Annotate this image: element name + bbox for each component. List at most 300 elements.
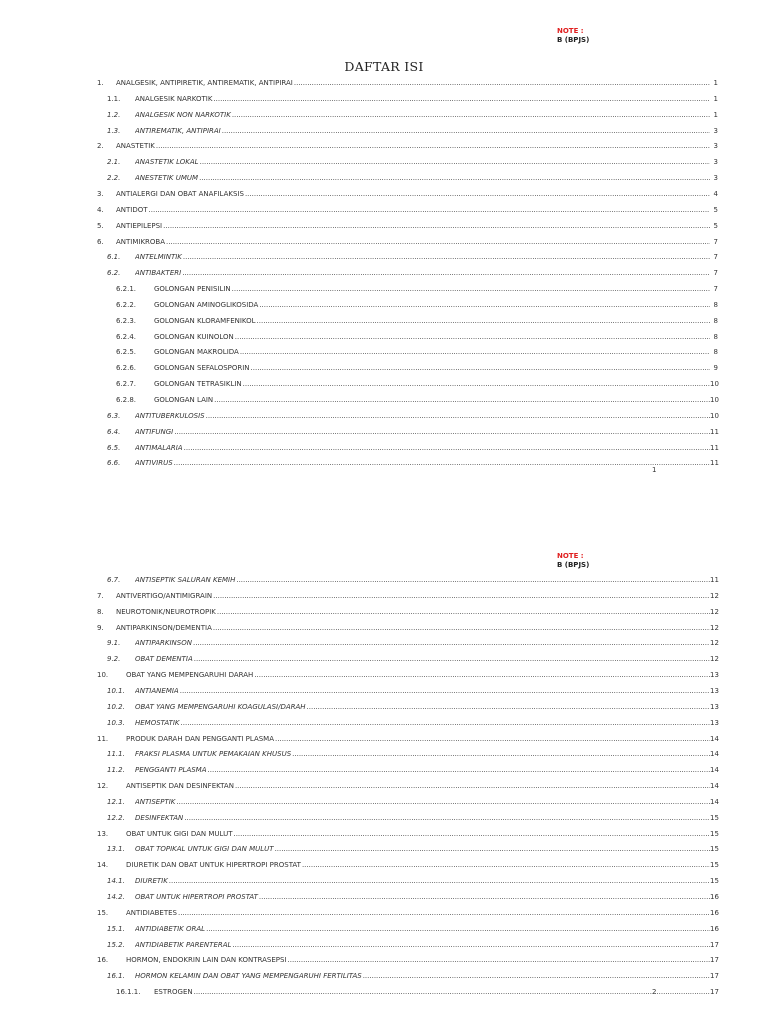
- toc-dot-leader: [184, 813, 710, 823]
- toc-dot-leader: [294, 78, 710, 88]
- toc-dot-leader: [206, 924, 710, 934]
- toc-entry-page: 8: [713, 300, 718, 309]
- toc-entry-title: ANALGESIK NARKOTIK: [135, 94, 213, 103]
- toc-entry-line: [135, 173, 710, 183]
- toc-entry-page: 11: [710, 443, 719, 452]
- toc-entry-number: 1.1.: [107, 94, 121, 103]
- toc-entry[interactable]: [0, 189, 768, 199]
- toc-entry-number: 10.2.: [107, 702, 125, 711]
- toc-entry-title: NEUROTONIK/NEUROTROPIK: [116, 607, 216, 616]
- toc-entry-line: [116, 205, 710, 215]
- toc-entry-title: ANTIPARKINSON: [135, 639, 192, 648]
- toc-entry[interactable]: [0, 316, 768, 326]
- toc-entry-line: [135, 940, 710, 950]
- toc-entry-line: [135, 813, 710, 823]
- toc-entry-number: 12.1.: [107, 797, 125, 806]
- toc-entry-page: 1: [713, 94, 718, 103]
- toc-entry-number: 3.: [97, 189, 104, 198]
- toc-entry-page: 3: [713, 158, 718, 167]
- toc-dot-leader: [213, 94, 710, 104]
- toc-entry-page: 1: [713, 79, 718, 87]
- toc-entry-number: 14.2.: [107, 893, 125, 901]
- toc-entry-line: [135, 765, 710, 775]
- toc-entry[interactable]: [0, 749, 768, 759]
- toc-entry[interactable]: [0, 670, 768, 680]
- toc-dot-leader: [235, 781, 710, 791]
- toc-entry[interactable]: [0, 955, 768, 965]
- toc-entry-page: 14: [710, 734, 719, 743]
- note-value: B (BPJS): [557, 36, 590, 44]
- toc-entry[interactable]: [0, 940, 768, 950]
- toc-entry-title: HORMON KELAMIN DAN OBAT YANG MEMPENGARUHI FERTILITAS: [135, 972, 362, 981]
- toc-entry[interactable]: [0, 971, 768, 981]
- toc-entry[interactable]: [0, 78, 768, 88]
- toc-entry-page: 10: [710, 396, 719, 404]
- toc-entry-line: [116, 591, 710, 601]
- toc-entry-title: ANASTETIK LOKAL: [135, 158, 199, 167]
- toc-entry-title: GOLONGAN AMINOGLIKOSIDA: [154, 300, 259, 309]
- toc-dot-leader: [183, 252, 710, 262]
- toc-entry[interactable]: [0, 718, 768, 728]
- toc-entry-title: ANTIFUNGI: [135, 427, 174, 436]
- toc-entry[interactable]: [0, 94, 768, 104]
- toc-entry[interactable]: [0, 734, 768, 744]
- toc-entry-page: 7: [713, 237, 718, 246]
- toc-dot-leader: [213, 623, 710, 633]
- toc-entry[interactable]: [0, 205, 768, 215]
- toc-entry-number: 2.2.: [107, 174, 121, 183]
- toc-entry-page: 11: [710, 427, 719, 436]
- toc-entry-title: ANTIDOT: [116, 205, 148, 214]
- toc-entry-number: 6.5.: [107, 443, 121, 452]
- toc-entry-number: 16.1.1.: [116, 988, 141, 997]
- toc-dot-leader: [214, 395, 710, 405]
- toc-entry-number: 10.: [97, 671, 109, 680]
- toc-entry-title: DESINFEKTAN: [135, 813, 184, 822]
- toc-dot-leader: [184, 443, 710, 453]
- toc-entry-page: 17: [710, 972, 719, 981]
- toc-dot-leader: [232, 110, 710, 120]
- toc-entry-line: [154, 347, 710, 357]
- toc-dot-leader: [200, 157, 710, 167]
- toc-dot-leader: [245, 189, 710, 199]
- toc-entry-title: OBAT YANG MEMPENGARUHI DARAH: [126, 671, 254, 680]
- toc-entry-page: 9: [713, 364, 718, 373]
- toc-entry-line: [135, 411, 710, 421]
- toc-entry-title: OBAT UNTUK HIPERTROPI PROSTAT: [135, 893, 258, 901]
- toc-entry-page: 14: [710, 750, 719, 759]
- toc-entry-title: FRAKSI PLASMA UNTUK PEMAKAIAN KHUSUS: [135, 750, 292, 759]
- toc-entry-title: GOLONGAN TETRASIKLIN: [154, 380, 242, 389]
- toc-entry[interactable]: [0, 252, 768, 262]
- toc-entry-number: 6.2.3.: [116, 316, 137, 325]
- toc-entry-line: [135, 971, 710, 981]
- toc-entry-line: [154, 332, 710, 342]
- toc-entry-title: ANTISEPTIK DAN DESINFEKTAN: [126, 782, 234, 791]
- toc-entry-title: ANTIVERTIGO/ANTIMIGRAIN: [116, 591, 213, 600]
- toc-entry-number: 6.4.: [107, 427, 121, 436]
- toc-entry-page: 12: [710, 591, 719, 600]
- note-block: [557, 27, 589, 45]
- toc-entry-line: [135, 749, 710, 759]
- toc-entry-line: [135, 458, 710, 468]
- toc-entry[interactable]: [0, 141, 768, 151]
- toc-dot-leader: [236, 575, 710, 585]
- toc-entry-line: [126, 860, 710, 870]
- toc-entry-page: 7: [713, 285, 718, 294]
- toc-entry-number: 9.2.: [107, 655, 121, 664]
- toc-entry-page: 13: [710, 671, 719, 680]
- toc-dot-leader: [288, 955, 711, 965]
- toc-entry-title: ANTIPARKINSON/DEMENTIA: [116, 623, 212, 632]
- toc-dot-leader: [213, 591, 710, 601]
- toc-entry[interactable]: [0, 638, 768, 648]
- toc-entry[interactable]: [0, 126, 768, 136]
- toc-entry-page: 10: [710, 411, 719, 420]
- toc-dot-leader: [257, 316, 710, 326]
- toc-entry-title: ANTIREMATIK, ANTIPIRAI: [135, 126, 221, 135]
- toc-dot-leader: [181, 718, 710, 728]
- toc-entry-page: 1: [713, 110, 718, 119]
- toc-entry-number: 6.3.: [107, 411, 121, 420]
- toc-entry[interactable]: [0, 797, 768, 807]
- toc-entry-line: [135, 844, 710, 854]
- toc-entry-page: 15: [710, 845, 719, 854]
- toc-entry-title: ANTIANEMIA: [135, 686, 179, 695]
- toc-entry[interactable]: [0, 427, 768, 437]
- toc-entry-number: 14.1.: [107, 877, 125, 886]
- toc-entry-line: [126, 781, 710, 791]
- toc-dot-leader: [240, 347, 710, 357]
- toc-dot-leader: [176, 797, 710, 807]
- toc-entry-number: 6.: [97, 237, 104, 246]
- toc-entry[interactable]: [0, 363, 768, 373]
- toc-entry-title: ANTISEPTIK: [135, 797, 176, 806]
- toc-entry-page: 15: [710, 877, 719, 886]
- toc-entry[interactable]: [0, 686, 768, 696]
- toc-entry-line: [116, 221, 710, 231]
- toc-dot-leader: [275, 844, 710, 854]
- toc-entry-title: OBAT UNTUK GIGI DAN MULUT: [126, 829, 233, 838]
- toc-entry[interactable]: [0, 765, 768, 775]
- page-number: 1: [652, 466, 657, 474]
- toc-entry-line: [154, 316, 710, 326]
- toc-entry[interactable]: [0, 591, 768, 601]
- toc-dot-leader: [235, 332, 710, 342]
- toc-entry-line: [135, 876, 710, 886]
- toc-dot-leader: [208, 765, 710, 775]
- toc-entry-page: 17: [710, 988, 719, 997]
- toc-entry-line: [116, 623, 710, 633]
- toc-entry[interactable]: [0, 110, 768, 120]
- toc-entry-line: [135, 892, 710, 902]
- toc-entry-number: 15.1.: [107, 924, 125, 933]
- toc-entry-page: 12: [710, 655, 719, 664]
- toc-dot-leader: [149, 205, 710, 215]
- toc-entry[interactable]: [0, 395, 768, 405]
- toc-entry-number: 6.2.7.: [116, 380, 137, 389]
- toc-dot-leader: [182, 268, 710, 278]
- toc-entry-number: 13.: [97, 829, 109, 838]
- toc-entry-title: HEMOSTATIK: [135, 718, 180, 727]
- toc-entry-title: DIURETIK DAN OBAT UNTUK HIPERTROPI PROSTAT: [126, 861, 301, 870]
- toc-entry[interactable]: [0, 347, 768, 357]
- toc-entry-line: [135, 797, 710, 807]
- toc-entry-page: 7: [713, 253, 718, 262]
- toc-entry-line: [135, 654, 710, 664]
- toc-entry-title: OBAT TOPIKAL UNTUK GIGI DAN MULUT: [135, 845, 274, 854]
- toc-entry-line: [154, 363, 710, 373]
- toc-entry-title: ANTIMIKROBA: [116, 237, 166, 246]
- toc-entry-number: 6.1.: [107, 253, 121, 262]
- toc-entry-number: 1.: [97, 79, 104, 87]
- toc-entry-number: 2.: [97, 142, 104, 151]
- toc-entry-title: ANALGESIK NON NARKOTIK: [135, 110, 231, 119]
- toc-entry-number: 13.1.: [107, 845, 125, 854]
- toc-dot-leader: [178, 908, 710, 918]
- toc-entry-page: 3: [713, 174, 718, 183]
- toc-entry-page: 8: [713, 316, 718, 325]
- toc-dot-leader: [275, 734, 710, 744]
- toc-entry-line: [135, 702, 710, 712]
- toc-entry-title: GOLONGAN KLORAMFENIKOL: [154, 316, 256, 325]
- toc-entry-number: 6.2.8.: [116, 396, 137, 404]
- toc-dot-leader: [194, 654, 710, 664]
- toc-dot-leader: [259, 892, 710, 902]
- toc-entry-number: 9.: [97, 623, 104, 632]
- toc-entry-number: 7.: [97, 591, 104, 600]
- toc-entry-title: ANTIBAKTERI: [135, 269, 182, 278]
- note-value: B (BPJS): [557, 561, 590, 569]
- toc-entry[interactable]: [0, 284, 768, 294]
- toc-entry[interactable]: [0, 844, 768, 854]
- toc-entry-title: HORMON, ENDOKRIN LAIN DAN KONTRASEPSI: [126, 956, 287, 965]
- toc-entry-number: 6.2.5.: [116, 348, 137, 357]
- toc-entry-line: [135, 638, 710, 648]
- toc-entry-line: [135, 427, 710, 437]
- toc-entry-title: PRODUK DARAH DAN PENGGANTI PLASMA: [126, 734, 275, 743]
- toc-entry-number: 4.: [97, 205, 104, 214]
- toc-dot-leader: [169, 876, 710, 886]
- toc-entry-number: 15.: [97, 908, 109, 917]
- toc-entry-page: 16: [710, 924, 719, 933]
- toc-entry-page: 15: [710, 861, 719, 870]
- toc-entry-line: [126, 829, 710, 839]
- toc-entry-page: 16: [710, 893, 719, 901]
- toc-entry-number: 11.2.: [107, 766, 125, 775]
- toc-entry-line: [154, 379, 710, 389]
- toc-entry-line: [126, 734, 710, 744]
- toc-entry-line: [116, 78, 710, 88]
- toc-entry[interactable]: [0, 379, 768, 389]
- toc-entry-number: 2.1.: [107, 158, 121, 167]
- toc-entry-title: ANTIDIABETIK PARENTERAL: [135, 940, 232, 949]
- toc-entry-title: OBAT YANG MEMPENGARUHI KOAGULASI/DARAH: [135, 702, 306, 711]
- toc-entry-page: 11: [710, 459, 719, 468]
- toc-entry-number: 1.2.: [107, 110, 121, 119]
- toc-entry-title: ANTITUBERKULOSIS: [135, 411, 205, 420]
- toc-entry[interactable]: [0, 908, 768, 918]
- toc-entry-line: [116, 607, 710, 617]
- toc-dot-leader: [180, 686, 710, 696]
- toc-entry-title: OBAT DEMENTIA: [135, 655, 193, 664]
- toc-entry-number: 6.6.: [107, 459, 121, 468]
- toc-entry-page: 8: [713, 348, 718, 357]
- toc-entry-number: 6.7.: [107, 576, 121, 584]
- toc-entry-line: [135, 924, 710, 934]
- toc-dot-leader: [232, 940, 710, 950]
- toc-entry[interactable]: [0, 860, 768, 870]
- toc-entry[interactable]: [0, 702, 768, 712]
- toc-entry-line: [126, 955, 710, 965]
- toc-entry-line: [126, 908, 710, 918]
- toc-entry-title: ANTIDIABETIK ORAL: [135, 924, 206, 933]
- toc-entry-page: 15: [710, 829, 719, 838]
- toc-entry-line: [116, 237, 710, 247]
- toc-entry-number: 6.2.6.: [116, 364, 137, 373]
- toc-entry-title: ANTIVIRUS: [135, 459, 173, 468]
- toc-entry-title: ANTIMALARIA: [135, 443, 183, 452]
- toc-entry-page: 17: [710, 940, 719, 949]
- toc-entry[interactable]: [0, 268, 768, 278]
- toc-entry-line: [154, 987, 710, 997]
- toc-entry-line: [135, 94, 710, 104]
- toc-dot-leader: [302, 860, 710, 870]
- toc-entry-page: 7: [713, 269, 718, 278]
- toc-dot-leader: [251, 363, 710, 373]
- toc-dot-leader: [232, 284, 710, 294]
- toc-entry-page: 4: [713, 189, 718, 198]
- toc-dot-leader: [233, 829, 710, 839]
- toc-entry-number: 15.2.: [107, 940, 125, 949]
- toc-entry-page: 16: [710, 908, 719, 917]
- toc-entry-line: [135, 443, 710, 453]
- toc-entry-number: 1.3.: [107, 126, 121, 135]
- toc-entry-line: [135, 575, 710, 585]
- toc-entry-page: 12: [710, 607, 719, 616]
- toc-entry-page: 3: [713, 142, 718, 151]
- toc-entry-line: [135, 252, 710, 262]
- toc-entry-title: GOLONGAN LAIN: [154, 396, 214, 404]
- toc-entry-page: 13: [710, 718, 719, 727]
- toc-entry[interactable]: [0, 173, 768, 183]
- toc-entry-line: [126, 670, 710, 680]
- toc-entry-page: 13: [710, 702, 719, 711]
- note-label: NOTE :: [557, 552, 584, 560]
- page-number: 2: [652, 988, 657, 996]
- toc-entry[interactable]: [0, 237, 768, 247]
- toc-entry[interactable]: [0, 332, 768, 342]
- toc-dot-leader: [254, 670, 710, 680]
- toc-entry-title: DIURETIK: [135, 877, 168, 886]
- toc-dot-leader: [163, 221, 710, 231]
- toc-entry-page: 14: [710, 766, 719, 775]
- toc-entry-title: GOLONGAN MAKROLIDA: [154, 348, 239, 357]
- toc-entry-page: 3: [713, 126, 718, 135]
- toc-entry[interactable]: [0, 157, 768, 167]
- toc-entry-number: 5.: [97, 221, 104, 230]
- note-block: [557, 552, 589, 570]
- toc-entry-number: 6.2.1.: [116, 285, 137, 294]
- toc-entry-number: 6.2.2.: [116, 300, 137, 309]
- toc-entry[interactable]: [0, 876, 768, 886]
- toc-entry[interactable]: [0, 813, 768, 823]
- toc-entry-title: ANTELMINTIK: [135, 253, 182, 262]
- toc-entry-title: ANASTETIK: [116, 142, 155, 151]
- toc-entry-page: 14: [710, 782, 719, 791]
- toc-entry-number: 16.: [97, 956, 109, 965]
- toc-entry[interactable]: [0, 575, 768, 585]
- toc-entry-title: GOLONGAN KUINOLON: [154, 332, 234, 341]
- toc-dot-leader: [363, 971, 710, 981]
- toc-dot-leader: [174, 458, 710, 468]
- toc-entry[interactable]: [0, 411, 768, 421]
- toc-entry-page: 8: [713, 332, 718, 341]
- toc-entry-title: ANTIEPILEPSI: [116, 221, 163, 230]
- toc-entry[interactable]: [0, 829, 768, 839]
- toc-entry-number: 12.2.: [107, 813, 125, 822]
- toc-entry-number: 12.: [97, 782, 109, 791]
- toc-entry[interactable]: [0, 300, 768, 310]
- toc-dot-leader: [174, 427, 710, 437]
- toc-entry-page: 5: [713, 205, 718, 214]
- toc-entry[interactable]: [0, 221, 768, 231]
- toc-dot-leader: [166, 237, 710, 247]
- toc-entry-number: 11.1.: [107, 750, 125, 759]
- toc-entry[interactable]: [0, 924, 768, 934]
- toc-entry-line: [154, 300, 710, 310]
- toc-entry-title: ANTISEPTIK SALURAN KEMIH: [135, 576, 236, 584]
- toc-entry-title: GOLONGAN PENISILIN: [154, 285, 231, 294]
- toc-dot-leader: [217, 607, 710, 617]
- toc-entry-line: [116, 189, 710, 199]
- toc-entry-page: 15: [710, 813, 719, 822]
- toc-entry-number: 6.2.: [107, 269, 121, 278]
- toc-entry[interactable]: [0, 443, 768, 453]
- toc-entry-line: [116, 141, 710, 151]
- toc-dot-leader: [193, 638, 710, 648]
- toc-entry[interactable]: [0, 781, 768, 791]
- page-title: DAFTAR ISI: [344, 59, 424, 74]
- toc-dot-leader: [259, 300, 710, 310]
- toc-entry-line: [135, 157, 710, 167]
- toc-entry[interactable]: [0, 607, 768, 617]
- toc-entry-page: 12: [710, 639, 719, 648]
- toc-entry[interactable]: [0, 892, 768, 902]
- toc-dot-leader: [156, 141, 710, 151]
- toc-entry[interactable]: [0, 654, 768, 664]
- toc-entry[interactable]: [0, 623, 768, 633]
- toc-entry-title: PENGGANTI PLASMA: [135, 766, 207, 775]
- toc-entry-page: 10: [710, 380, 719, 389]
- toc-entry-number: 14.: [97, 861, 109, 870]
- toc-entry-title: ESTROGEN: [154, 988, 193, 997]
- toc-entry-title: ANESTETIK UMUM: [135, 174, 199, 183]
- toc-entry-number: 9.1.: [107, 639, 121, 648]
- toc-entry-line: [135, 686, 710, 696]
- toc-dot-leader: [199, 173, 710, 183]
- toc-entry-page: 11: [710, 576, 719, 584]
- toc-entry-title: ANALGESIK, ANTIPIRETIK, ANTIREMATIK, ANTIPIRAI: [116, 79, 293, 87]
- toc-entry-page: 14: [710, 797, 719, 806]
- toc-entry-page: 5: [713, 221, 718, 230]
- toc-entry-line: [135, 718, 710, 728]
- toc-entry-number: 10.3.: [107, 718, 125, 727]
- toc-entry-title: ANTIALERGI DAN OBAT ANAFILAKSIS: [116, 189, 244, 198]
- toc-entry-line: [154, 395, 710, 405]
- toc-entry-number: 16.1.: [107, 972, 125, 981]
- note-label: NOTE :: [557, 27, 584, 35]
